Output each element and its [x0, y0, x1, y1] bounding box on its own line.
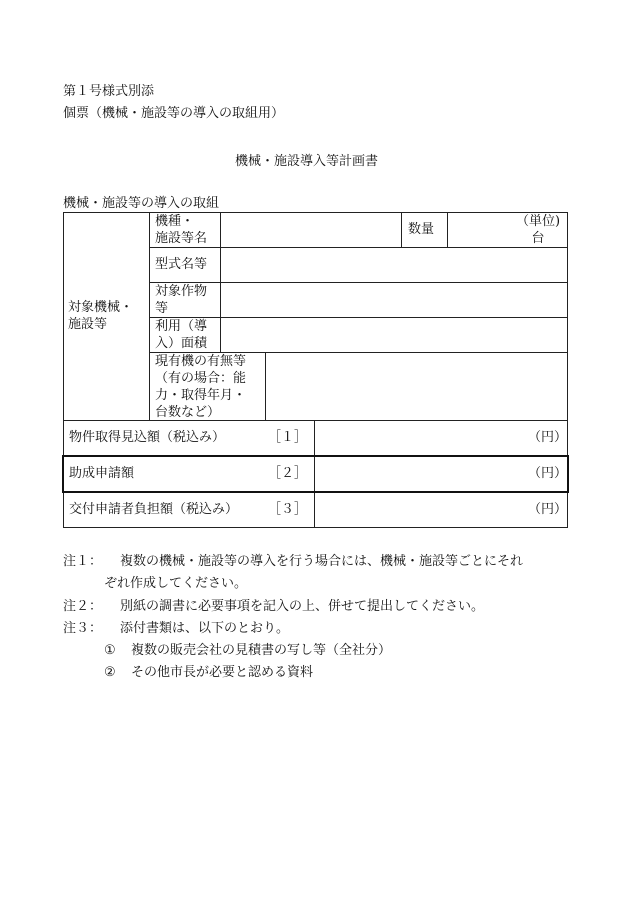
- usage-area-label: 利用（導 入）面積: [155, 319, 208, 351]
- note-1-label: 注１：: [63, 554, 103, 569]
- form-number: 第１号様式別添: [63, 84, 155, 99]
- model-name-field[interactable]: [221, 248, 567, 282]
- acquisition-amount-code: ［１］: [268, 430, 308, 445]
- note-3-text: 添付書類は、以下のとおり。: [120, 621, 290, 636]
- machine-name-field[interactable]: [221, 213, 401, 247]
- note-2-text: 別紙の調書に必要事項を記入の上、併せて提出してください。: [120, 599, 485, 614]
- existing-machine-field[interactable]: [266, 353, 567, 420]
- usage-area-field[interactable]: [221, 318, 567, 352]
- table-border-bottom: [63, 527, 568, 528]
- target-crop-field[interactable]: [221, 283, 567, 317]
- note-1-text: 複数の機械・施設等の導入を行う場合には、機械・施設等ごとにそれ: [120, 554, 524, 569]
- attachment-2-text: その他市長が必要と認める資料: [131, 665, 314, 680]
- note-1-text-cont: ぞれ作成してください。: [104, 576, 248, 591]
- note-2-label: 注２：: [63, 599, 103, 614]
- existing-machine-label: 現有機の有無等 （有の場合：能 力・取得年月・ 台数など）: [155, 354, 247, 420]
- table-divider: [63, 420, 568, 421]
- acquisition-amount-unit: （円）: [528, 430, 568, 445]
- applicant-burden-label: 交付申請者負担額（税込み）: [69, 502, 239, 517]
- attachment-2-mark: ②: [104, 665, 116, 680]
- grant-amount-unit: （円）: [528, 466, 568, 481]
- highlight-frame-right: [567, 455, 569, 493]
- quantity-label: 数量: [408, 222, 435, 237]
- table-divider: [447, 212, 448, 248]
- highlight-frame-left: [62, 455, 64, 493]
- target-machine-label: 対象機械・ 施設等: [68, 300, 134, 332]
- highlight-frame-bottom: [62, 491, 569, 493]
- unit-label: （単位) 台: [515, 214, 561, 246]
- table-divider: [401, 212, 402, 248]
- section-heading: 機械・施設等の導入の取組: [63, 196, 220, 211]
- attachment-1-mark: ①: [104, 643, 116, 658]
- attachment-1-text: 複数の販売会社の見積書の写し等（全社分）: [131, 643, 392, 658]
- applicant-burden-code: ［３］: [268, 502, 308, 517]
- model-name-label: 型式名等: [155, 257, 208, 272]
- table-divider: [314, 420, 315, 528]
- grant-amount-code: ［２］: [268, 466, 308, 481]
- document-title: 機械・施設導入等計画書: [235, 154, 379, 169]
- applicant-burden-unit: （円）: [528, 502, 568, 517]
- note-3-label: 注３：: [63, 621, 103, 636]
- grant-amount-label: 助成申請額: [69, 466, 135, 481]
- form-subtitle: 個票（機械・施設等の導入の取組用）: [63, 106, 285, 121]
- machine-name-label: 機種・ 施設等名: [155, 214, 208, 246]
- target-crop-label: 対象作物 等: [155, 284, 208, 316]
- table-divider: [149, 212, 150, 421]
- acquisition-amount-label: 物件取得見込額（税込み）: [69, 430, 226, 445]
- highlight-frame-top: [62, 455, 569, 457]
